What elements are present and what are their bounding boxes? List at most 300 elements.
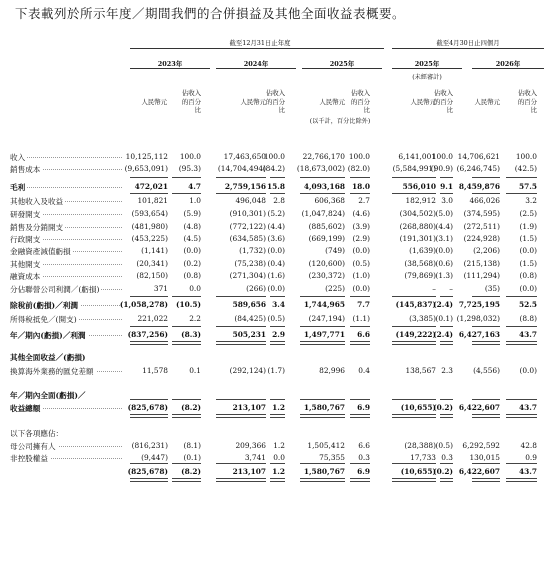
table-cell: 15.8 [266, 182, 285, 191]
subtotal-rule [506, 296, 537, 297]
group-rule-fiscal-year [130, 48, 384, 49]
table-row [0, 284, 554, 294]
table-cell: (1.1) [352, 314, 370, 323]
table-cell: (0.0) [183, 246, 201, 255]
row-label: 非控股權益 [10, 454, 48, 463]
double-rule [350, 341, 370, 345]
unit-rmb-2023: 人民幣元 [141, 98, 167, 106]
table-cell: (1,298,032) [456, 314, 500, 323]
table-cell: 43.7 [518, 330, 537, 339]
table-cell: 0.3 [441, 453, 453, 462]
table-cell: (3.9) [352, 222, 370, 231]
table-cell: 1,580,767 [303, 403, 345, 412]
table-cell: (453,225) [131, 234, 168, 243]
subtotal-rule [472, 296, 500, 297]
double-rule [130, 478, 168, 482]
subtotal-rule [506, 463, 537, 464]
table-cell: 209,366 [235, 441, 266, 450]
table-cell: (0.0) [352, 284, 370, 293]
table-cell: (271,304) [229, 271, 266, 280]
year-2023: 2023年 [157, 60, 183, 68]
double-rule [300, 478, 345, 482]
table-cell: (42.5) [514, 164, 537, 173]
table-cell: 138,567 [405, 366, 436, 375]
subtotal-rule [300, 193, 345, 194]
table-cell: 3.2 [525, 196, 537, 205]
table-cell: (0.0) [435, 246, 453, 255]
intro-sentence: 下表載列於所示年度／期間我們的合併損益及其他全面收益表概要。 [15, 6, 406, 21]
row-label: 行政開支 [10, 235, 41, 244]
double-rule [472, 478, 500, 482]
table-cell: 11,578 [142, 366, 168, 375]
group-header-four-months: 截至4月30日止四個月 [436, 39, 500, 47]
table-cell: (2,206) [473, 246, 500, 255]
year-rule-2024 [216, 68, 296, 69]
subtotal-rule [270, 399, 285, 400]
subtotal-rule [130, 296, 168, 297]
double-rule [506, 341, 537, 345]
table-cell: 4,093,168 [303, 182, 345, 191]
double-rule [216, 341, 266, 345]
table-cell: 43.7 [518, 467, 537, 476]
table-cell: (0.2) [433, 403, 453, 412]
table-cell: (0.4) [267, 259, 285, 268]
table-row [0, 352, 554, 362]
table-cell: (5.9) [183, 209, 201, 218]
double-rule [172, 414, 201, 418]
table-cell: 2.2 [189, 314, 201, 323]
table-cell: 1,505,412 [307, 441, 345, 450]
table-cell: (885,602) [308, 222, 345, 231]
table-cell: (8.3) [181, 330, 201, 339]
row-label: 以下各項應佔： [10, 429, 64, 438]
group-rule-four-months [392, 48, 544, 49]
table-cell: 1,744,965 [303, 300, 345, 309]
table-cell: 6.6 [357, 330, 370, 339]
table-cell: (1.3) [435, 271, 453, 280]
table-cell: 17,463,650 [223, 152, 266, 161]
table-cell: (0.0) [267, 246, 285, 255]
table-row [0, 403, 554, 413]
double-rule [506, 414, 537, 418]
table-cell: (3,385) [409, 314, 436, 323]
subtotal-rule [472, 399, 500, 400]
subtotal-rule [472, 177, 500, 178]
thousand-note: (以千計，百分比除外) [309, 118, 371, 125]
double-rule [270, 478, 285, 482]
table-cell: (10,655) [400, 403, 436, 412]
unit-pct-2023: 佔收入的百分比 [181, 89, 201, 114]
unit-rmb-2024: 人民幣元 [240, 98, 266, 106]
subtotal-rule [350, 296, 370, 297]
subtotal-rule [130, 193, 168, 194]
table-cell: 213,107 [232, 467, 266, 476]
table-cell: (634,585) [229, 234, 266, 243]
table-cell: (1.5) [519, 259, 537, 268]
table-cell: (5.0) [435, 209, 453, 218]
table-cell: 221,022 [137, 314, 168, 323]
table-cell: (1,058,278) [119, 300, 168, 309]
table-cell: (4.6) [352, 209, 370, 218]
subtotal-rule [506, 399, 537, 400]
table-cell: (2.4) [433, 300, 453, 309]
subtotal-rule [506, 177, 537, 178]
double-rule [270, 414, 285, 418]
double-rule [350, 414, 370, 418]
table-cell: (95.3) [178, 164, 201, 173]
row-label: 其他收入及收益 [10, 197, 64, 206]
table-cell: 52.5 [518, 300, 537, 309]
table-cell: (28,388) [404, 441, 436, 450]
subtotal-rule [300, 177, 345, 178]
subtotal-rule [392, 193, 436, 194]
row-label: 其他開支 [10, 260, 41, 269]
table-row [0, 234, 554, 244]
subtotal-rule [392, 463, 436, 464]
table-cell: 3.4 [272, 300, 285, 309]
subtotal-rule [270, 326, 285, 327]
table-cell: (593,654) [131, 209, 168, 218]
table-cell: (3.1) [435, 234, 453, 243]
table-row [0, 467, 554, 477]
table-row [0, 164, 554, 174]
table-cell: (82.0) [347, 164, 370, 173]
table-cell: (14,704,494) [217, 164, 266, 173]
table-cell: 1.2 [273, 441, 285, 450]
subtotal-rule [216, 399, 266, 400]
row-label: 收益總額 [10, 404, 41, 413]
table-cell: (268,880) [399, 222, 436, 231]
table-cell: 1,497,771 [303, 330, 345, 339]
table-cell: 589,656 [232, 300, 266, 309]
row-label: 毛利 [10, 183, 26, 192]
table-cell: 43.7 [518, 403, 537, 412]
subtotal-rule [300, 296, 345, 297]
table-cell: (669,199) [308, 234, 345, 243]
unaudited-note: (未經審計) [412, 74, 442, 81]
table-cell: (215,138) [463, 259, 500, 268]
subtotal-rule [172, 326, 201, 327]
table-cell: (9,653,091) [124, 164, 168, 173]
group-header-fiscal-year: 截至12月31日止年度 [229, 39, 291, 47]
table-row [0, 196, 554, 206]
table-cell: (0.2) [433, 467, 453, 476]
table-cell: (0.1) [435, 314, 453, 323]
subtotal-rule [440, 296, 453, 297]
table-cell: 2.7 [358, 196, 370, 205]
subtotal-rule [350, 399, 370, 400]
year-rule-2023 [130, 68, 210, 69]
double-rule [130, 341, 168, 345]
table-cell: 6,422,607 [458, 467, 500, 476]
table-cell: (10,655) [400, 467, 436, 476]
double-rule [392, 478, 436, 482]
year-rule-2025-4m [392, 68, 462, 69]
table-cell: 466,026 [469, 196, 500, 205]
table-cell: 18.0 [351, 182, 370, 191]
subtotal-rule [472, 463, 500, 464]
subtotal-rule [172, 177, 201, 178]
table-cell: (4.4) [435, 222, 453, 231]
table-cell: 100.0 [348, 152, 370, 161]
table-cell: 57.5 [518, 182, 537, 191]
subtotal-rule [270, 296, 285, 297]
subtotal-rule [506, 326, 537, 327]
row-label: 年／期內(虧損)／利潤 [10, 331, 86, 340]
row-label: 除稅前(虧損)／利潤 [10, 301, 78, 310]
unit-rmb-2025-4m: 人民幣元 [410, 98, 436, 106]
double-rule [350, 478, 370, 482]
table-cell: 130,015 [469, 453, 500, 462]
unit-pct-2025-4m: 佔收入的百分比 [433, 89, 453, 114]
table-cell: (224,928) [463, 234, 500, 243]
table-cell: 2.8 [273, 196, 285, 205]
table-cell: (825,678) [127, 403, 168, 412]
subtotal-rule [300, 399, 345, 400]
table-cell: 505,231 [232, 330, 266, 339]
subtotal-rule [472, 326, 500, 327]
subtotal-rule [172, 193, 201, 194]
table-cell: 0.0 [273, 453, 285, 462]
table-cell: (4.4) [267, 222, 285, 231]
subtotal-rule [506, 193, 537, 194]
double-rule [472, 341, 500, 345]
table-cell: (272,511) [463, 222, 500, 231]
year-2026-4m: 2026年 [495, 60, 521, 68]
row-label: 分佔聯營公司利潤／(虧損) [10, 285, 100, 294]
table-cell: 2,759,156 [224, 182, 266, 191]
year-2025-4m: 2025年 [414, 60, 440, 68]
subtotal-rule [270, 177, 285, 178]
table-cell: (266) [246, 284, 266, 293]
unit-pct-2024: 佔收入的百分比 [265, 89, 285, 114]
subtotal-rule [270, 463, 285, 464]
table-cell: 606,368 [314, 196, 345, 205]
table-cell: (0.5) [267, 314, 285, 323]
double-rule [472, 414, 500, 418]
table-cell: (1,639) [409, 246, 436, 255]
subtotal-rule [216, 177, 266, 178]
table-cell: (6,246,745) [456, 164, 500, 173]
table-cell: (84,425) [234, 314, 266, 323]
table-cell: (1,141) [141, 246, 168, 255]
table-cell: 0.3 [358, 453, 370, 462]
table-row [0, 366, 554, 376]
table-cell: (772,122) [229, 222, 266, 231]
table-cell: 75,355 [319, 453, 345, 462]
table-cell: (191,301) [399, 234, 436, 243]
table-cell: 14,706,621 [457, 152, 500, 161]
table-cell: (38,568) [404, 259, 436, 268]
table-cell: (5,584,991) [392, 164, 436, 173]
table-cell: (825,678) [127, 467, 168, 476]
table-cell: 2.3 [441, 366, 453, 375]
row-label: 銷售及分銷開支 [10, 223, 64, 232]
table-cell: 213,107 [232, 403, 266, 412]
double-rule [300, 341, 345, 345]
table-row [0, 314, 554, 324]
table-cell: (0.6) [435, 259, 453, 268]
table-row [0, 209, 554, 219]
subtotal-rule [392, 399, 436, 400]
table-cell: (4,556) [473, 366, 500, 375]
table-cell: 2.9 [272, 330, 285, 339]
year-2025: 2025年 [329, 60, 355, 68]
row-label: 收入 [10, 153, 26, 162]
table-cell: 6,422,607 [458, 403, 500, 412]
double-rule [270, 341, 285, 345]
subtotal-rule [392, 326, 436, 327]
table-cell: 556,010 [402, 182, 436, 191]
table-cell: – [432, 284, 436, 293]
table-cell: 0.9 [525, 453, 537, 462]
table-row [0, 330, 554, 340]
double-rule [300, 414, 345, 418]
unit-pct-2025: 佔收入的百分比 [350, 89, 370, 114]
table-row [0, 271, 554, 281]
table-cell: (749) [325, 246, 345, 255]
table-cell: (0.5) [352, 259, 370, 268]
table-cell: (8.2) [181, 403, 201, 412]
table-cell: (2.9) [352, 234, 370, 243]
subtotal-rule [440, 463, 453, 464]
double-rule [216, 414, 266, 418]
table-cell: 0.4 [358, 366, 370, 375]
table-cell: (2.4) [433, 330, 453, 339]
table-cell: (20,341) [136, 259, 168, 268]
table-cell: 371 [153, 284, 168, 293]
table-cell: 42.8 [520, 441, 537, 450]
subtotal-rule [216, 326, 266, 327]
row-label: 金融資產減值虧損 [10, 247, 71, 256]
table-cell: (5.2) [267, 209, 285, 218]
subtotal-rule [350, 193, 370, 194]
subtotal-rule [350, 463, 370, 464]
double-rule [130, 414, 168, 418]
table-cell: (10.5) [176, 300, 201, 309]
unit-rmb-2025: 人民幣元 [319, 98, 345, 106]
table-cell: (0.0) [352, 246, 370, 255]
table-cell: 3.0 [441, 196, 453, 205]
subtotal-rule [130, 177, 168, 178]
table-cell: (1.9) [519, 222, 537, 231]
table-cell: 1,580,767 [303, 467, 345, 476]
table-cell: (0.0) [267, 284, 285, 293]
table-cell: 8,459,876 [458, 182, 500, 191]
table-row [0, 428, 554, 438]
double-rule [172, 341, 201, 345]
table-cell: (0.8) [183, 271, 201, 280]
table-cell: 472,021 [134, 182, 168, 191]
table-cell: (145,837) [395, 300, 436, 309]
subtotal-rule [130, 326, 168, 327]
table-cell: 1.2 [272, 403, 285, 412]
table-row [0, 453, 554, 463]
table-cell: 1.0 [189, 196, 201, 205]
table-cell: (1,047,824) [301, 209, 345, 218]
table-cell: (292,124) [229, 366, 266, 375]
table-cell: 6.9 [357, 403, 370, 412]
row-label: 其他全面收益／(虧損) [10, 353, 86, 362]
double-rule [172, 478, 201, 482]
table-cell: 7,725,195 [458, 300, 500, 309]
table-cell: – [449, 284, 453, 293]
table-cell: 7.7 [357, 300, 370, 309]
row-label: 換算海外業務的匯兌差額 [10, 367, 94, 376]
table-cell: (0.0) [519, 366, 537, 375]
table-cell: 0.1 [189, 366, 201, 375]
subtotal-rule [300, 463, 345, 464]
table-cell: (1.0) [352, 271, 370, 280]
subtotal-rule [172, 463, 201, 464]
table-cell: 4.7 [188, 182, 201, 191]
unit-pct-2026-4m: 佔收入的百分比 [517, 89, 537, 114]
table-cell: (4.5) [183, 234, 201, 243]
table-row [0, 441, 554, 451]
table-cell: (18,673,002) [296, 164, 345, 173]
double-rule [440, 478, 453, 482]
table-cell: (90.9) [430, 164, 453, 173]
table-cell: 6,292,592 [462, 441, 500, 450]
table-cell: (0.5) [435, 441, 453, 450]
subtotal-rule [392, 296, 436, 297]
table-cell: (8.1) [183, 441, 201, 450]
table-cell: 82,996 [319, 366, 345, 375]
table-cell: (230,372) [308, 271, 345, 280]
row-label: 融資成本 [10, 272, 41, 281]
table-cell: (84.2) [262, 164, 285, 173]
table-cell: 3,741 [244, 453, 266, 462]
table-cell: (0.0) [519, 284, 537, 293]
double-rule [440, 341, 453, 345]
table-row [0, 300, 554, 310]
table-cell: (1,732) [239, 246, 266, 255]
table-cell: (8.8) [519, 314, 537, 323]
row-label: 母公司擁有人 [10, 442, 56, 451]
subtotal-rule [300, 326, 345, 327]
table-cell: (910,301) [229, 209, 266, 218]
subtotal-rule [130, 399, 168, 400]
table-cell: (3.6) [267, 234, 285, 243]
subtotal-rule [216, 193, 266, 194]
double-rule [392, 341, 436, 345]
table-cell: (1.6) [267, 271, 285, 280]
year-2024: 2024年 [243, 60, 269, 68]
table-cell: (225) [325, 284, 345, 293]
table-cell: (8.2) [181, 467, 201, 476]
subtotal-rule [130, 463, 168, 464]
table-row [0, 152, 554, 162]
subtotal-rule [440, 399, 453, 400]
subtotal-rule [270, 193, 285, 194]
row-label: 研發開支 [10, 210, 41, 219]
table-cell: (0.2) [183, 259, 201, 268]
table-cell: 1.2 [272, 467, 285, 476]
table-cell: 182,912 [405, 196, 436, 205]
table-cell: 9.1 [440, 182, 453, 191]
subtotal-rule [440, 193, 453, 194]
table-cell: 6.6 [358, 441, 370, 450]
table-cell: 100.0 [179, 152, 201, 161]
table-cell: (9,447) [141, 453, 168, 462]
table-cell: (481,980) [131, 222, 168, 231]
table-cell: (4.8) [183, 222, 201, 231]
table-cell: (1.5) [519, 234, 537, 243]
table-cell: (75,238) [234, 259, 266, 268]
table-row [0, 222, 554, 232]
table-cell: 6,427,163 [458, 330, 500, 339]
table-cell: (304,502) [399, 209, 436, 218]
